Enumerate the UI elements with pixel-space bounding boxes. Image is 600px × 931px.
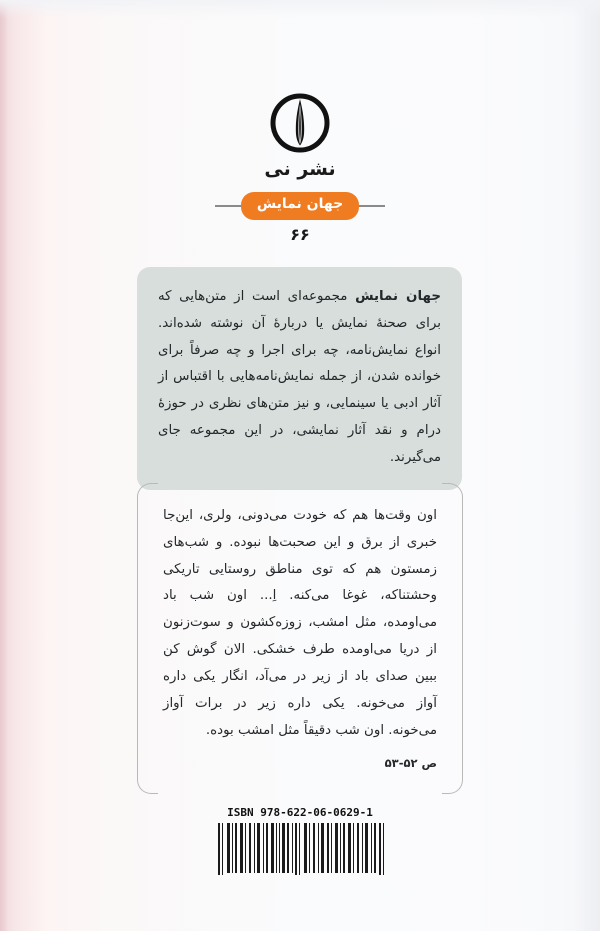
ney-flame-circle-logo-icon [269, 92, 331, 154]
bracket-left-decoration [137, 483, 158, 794]
excerpt-quote-block [137, 483, 463, 792]
series-number: ۶۶ [290, 224, 310, 244]
series-badge: جهان نمایش [241, 192, 359, 220]
series-rule-left [215, 205, 241, 207]
series-rule-right [359, 205, 385, 207]
series-description-panel [137, 267, 462, 490]
series-description-body: مجموعه‌ای است از متن‌هایی که برای صحنهٔ نمایش یا دربارهٔ آن نوشته شده‌اند. انواع نمایش‌نامه، چه برای اجرا و چه صرفاً برای خوانده شدن، از جمله نمایش‌نامه‌هایی با اقتباس از آثار ادبی یا سینمایی، و نیز متن‌های نظری در حوزهٔ درام و نقد آثار نمایشی، در این مجموعه جای می‌گیرند. [158, 289, 441, 465]
series-badge-row [0, 192, 600, 220]
publisher-name: نشر نی [264, 158, 336, 180]
excerpt-text: اون وقت‌ها هم که خودت می‌دونی، ولری، این‌جا خبری از برق و این صحبت‌ها نبوده. و شب‌های زمستون هم که توی مناطق روستایی تاریکی وحشتناکه، غوغا می‌کنه. اِ... اون شب باد می‌اومده، مثل امشب، زوزه‌کشون و سوت‌زنون از دریا می‌اومده طرف خشکی. الان گوش کن ببین صدای باد از زیر در می‌آد، انگار یکی داره آواز می‌خونه. یکی داره زیر در برات آواز می‌خونه. اون شب دقیقاً مثل امشب بوده. [163, 508, 437, 738]
top-edge-shading [0, 0, 600, 18]
series-block [0, 192, 600, 244]
publisher-logo-block [0, 92, 600, 180]
ean13-barcode-image [214, 821, 386, 879]
bracket-right-decoration [442, 483, 463, 794]
excerpt-page-reference: ص ۵۲-۵۳ [384, 756, 437, 771]
series-description-text [158, 284, 441, 472]
barcode-block [0, 806, 600, 879]
series-description-lead: جهان نمایش [355, 289, 441, 304]
isbn-text: ISBN 978-622-06-0629-1 [227, 806, 373, 819]
